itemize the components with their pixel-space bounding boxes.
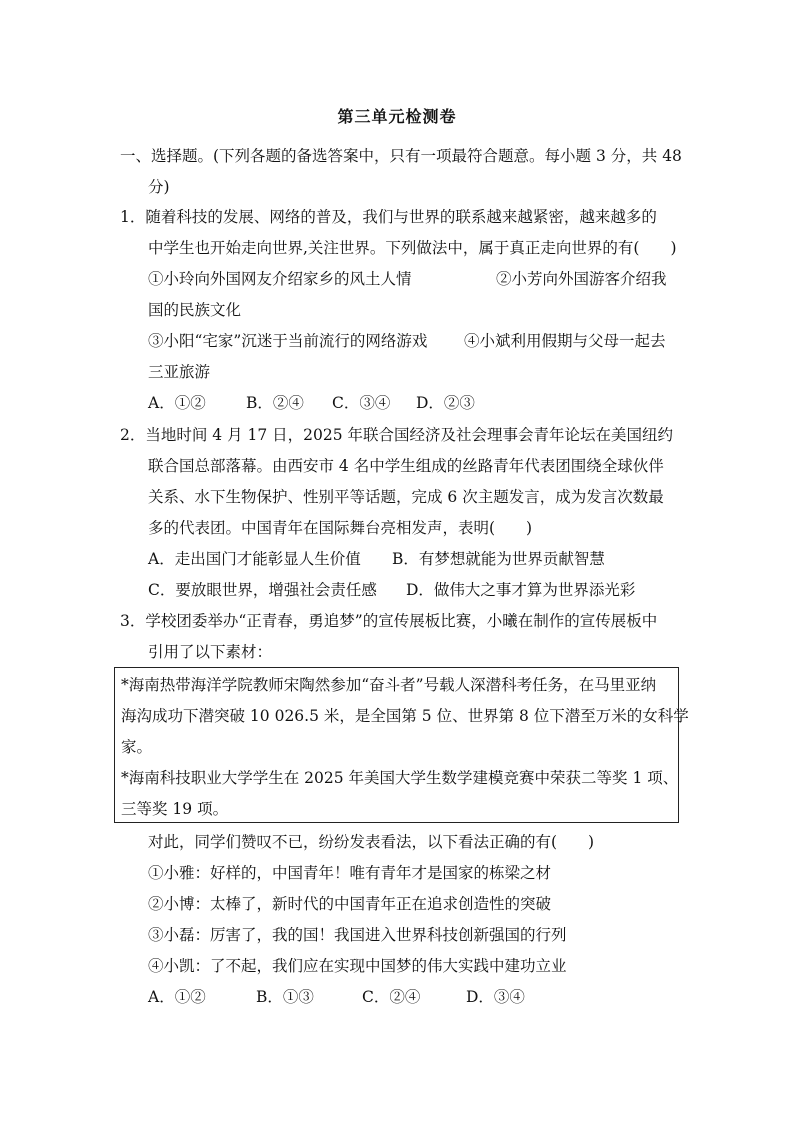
q2-choice-c[interactable]: C．要放眼世界，增强社会责任感: [148, 581, 377, 599]
q3-item-1: ①小雅：好样的，中国青年！唯有青年才是国家的栋梁之材: [148, 864, 552, 882]
q3-material-box: [114, 667, 689, 823]
q3-material-line-4: *海南科技职业大学学生在 2025 年美国大学生数学建模竞赛中荣获二等奖 1 项、: [121, 769, 679, 787]
q1-item-2-cont: 国的民族文化: [148, 301, 242, 319]
q1-choice-d[interactable]: D．②③: [416, 394, 475, 412]
q3-item-3: ③小磊：厉害了，我的国！我国进入世界科技创新强国的行列: [148, 926, 567, 944]
q1-choice-a[interactable]: A．①②: [148, 394, 206, 412]
q1-item-4: ④小斌利用假期与父母一起去: [464, 332, 666, 350]
q2-stem-cont-1: 联合国总部落幕。由西安市 4 名中学生组成的丝路青年代表团围绕全球伙伴: [148, 457, 664, 475]
q2-choice-b[interactable]: B．有梦想就能为世界贡献智慧: [392, 550, 605, 568]
q2-stem-cont-3: 多的代表团。中国青年在国际舞台亮相发声，表明( ): [148, 519, 533, 537]
q3-material-line-2: 海沟成功下潜突破 10 026.5 米，是全国第 5 位、世界第 8 位下潜至万米的女科学: [121, 707, 689, 725]
q3-material-line-3: 家。: [121, 738, 153, 756]
q3-choice-c[interactable]: C．②④: [362, 988, 421, 1006]
section-heading-cont: 分): [148, 178, 170, 196]
q1-stem: 1．随着科技的发展、网络的普及，我们与世界的联系越来越紧密，越来越多的: [120, 208, 657, 226]
q3-item-4: ④小凯：了不起，我们应在实现中国梦的伟大实践中建功立业: [148, 957, 567, 975]
q1-item-4-cont: 三亚旅游: [148, 363, 211, 381]
q2-choice-d[interactable]: D．做伟大之事才算为世界添光彩: [406, 581, 636, 599]
q3-stem-cont: 引用了以下素材：: [148, 643, 273, 661]
q3-stem-after: 对此，同学们赞叹不已，纷纷发表看法，以下看法正确的有( ): [148, 833, 595, 851]
q3-material-line-5: 三等奖 19 项。: [121, 800, 229, 818]
q2-choice-a[interactable]: A．走出国门才能彰显人生价值: [148, 550, 361, 568]
q3-choice-d[interactable]: D．③④: [466, 988, 525, 1006]
q1-choice-b[interactable]: B．②④: [246, 394, 304, 412]
q2-stem: 2．当地时间 4 月 17 日，2025 年联合国经济及社会理事会青年论坛在美国纽约: [120, 426, 674, 444]
q3-item-2: ②小博：太棒了，新时代的中国青年正在追求创造性的突破: [148, 895, 552, 913]
section-heading: 一、选择题。(下列各题的备选答案中，只有一项最符合题意。每小题 3 分，共 48: [120, 147, 682, 165]
q1-item-3: ③小阳“宅家”沉迷于当前流行的网络游戏: [148, 332, 428, 350]
q1-item-1: ①小玲向外国网友介绍家乡的风土人情: [148, 270, 412, 288]
q3-stem: 3．学校团委举办“正青春，勇追梦”的宣传展板比赛，小曦在制作的宣传展板中: [120, 612, 658, 630]
q3-choice-a[interactable]: A．①②: [148, 988, 206, 1006]
q1-stem-cont: 中学生也开始走向世界,关注世界。下列做法中，属于真正走向世界的有( ): [148, 239, 677, 257]
q3-material-line-1: *海南热带海洋学院教师宋陶然参加“奋斗者”号载人深潜科考任务，在马里亚纳: [121, 676, 657, 694]
page-title: 第三单元检测卷: [337, 107, 457, 126]
q3-choice-b[interactable]: B．①③: [256, 988, 314, 1006]
q1-item-2: ②小芳向外国游客介绍我: [496, 270, 667, 288]
q2-stem-cont-2: 关系、水下生物保护、性别平等话题，完成 6 次主题发言，成为发言次数最: [148, 488, 664, 506]
q1-choice-c[interactable]: C．③④: [332, 394, 391, 412]
